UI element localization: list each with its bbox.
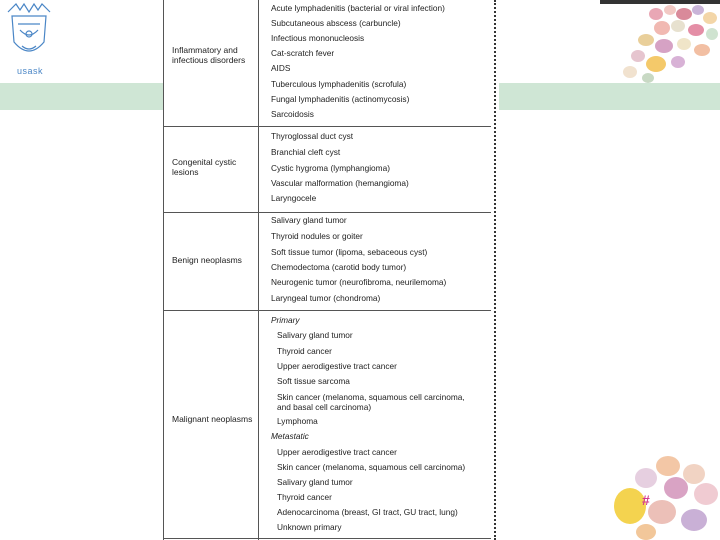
differential-diagnosis-table	[163, 0, 491, 540]
list-item: Thyroglossal duct cyst	[271, 131, 354, 141]
list-item: Cystic hygroma (lymphangioma)	[271, 163, 390, 173]
list-item: Sarcoidosis	[271, 109, 314, 119]
list-item: Subcutaneous abscess (carbuncle)	[271, 18, 401, 28]
candy-eggs-image-top	[600, 0, 720, 84]
list-item: Thyroid cancer	[277, 346, 332, 356]
list-item: Laryngocele	[271, 193, 317, 203]
list-item: Thyroid nodules or goiter	[271, 231, 363, 241]
list-item: Salivary gland tumor	[277, 477, 353, 487]
subheading-metastatic: Metastatic	[271, 431, 309, 441]
table-row-malignant	[164, 310, 491, 539]
list-item: Acute lymphadenitis (bacterial or viral infection)	[271, 3, 445, 13]
list-item: Adenocarcinoma (breast, GI tract, GU tract, lung)	[277, 507, 458, 517]
category-label: Inflammatory and infectious disorders	[172, 45, 246, 65]
list-item: Chemodectoma (carotid body tumor)	[271, 262, 407, 272]
list-item: Cat-scratch fever	[271, 48, 335, 58]
header-band-left	[0, 83, 163, 110]
category-label: Benign neoplasms	[172, 255, 242, 265]
list-item: Lymphoma	[277, 416, 318, 426]
list-item: Thyroid cancer	[277, 492, 332, 502]
subheading-primary: Primary	[271, 315, 300, 325]
dotted-divider	[494, 0, 496, 540]
list-item: Salivary gland tumor	[271, 215, 347, 225]
list-item: Vascular malformation (hemangioma)	[271, 178, 409, 188]
list-item: Branchial cleft cyst	[271, 147, 341, 157]
header-band-right	[499, 83, 720, 110]
list-item: Upper aerodigestive tract cancer	[277, 447, 397, 457]
list-item: AIDS	[271, 63, 291, 73]
slide-number: #	[642, 492, 650, 508]
list-item: Skin cancer (melanoma, squamous cell carcinoma, and basal cell carcinoma)	[277, 392, 465, 412]
list-item: Skin cancer (melanoma, squamous cell carcinoma)	[277, 462, 466, 472]
list-item: Upper aerodigestive tract cancer	[277, 361, 397, 371]
list-item: Laryngeal tumor (chondroma)	[271, 293, 381, 303]
list-item: Soft tissue tumor (lipoma, sebaceous cyst)	[271, 247, 428, 257]
category-label: Congenital cystic lesions	[172, 157, 237, 177]
table-row-inflammatory	[164, 0, 491, 127]
table-row-congenital	[164, 126, 491, 213]
list-item: Salivary gland tumor	[277, 330, 353, 340]
category-label: Malignant neoplasms	[172, 414, 253, 424]
list-item: Unknown primary	[277, 522, 342, 532]
list-item: Tuberculous lymphadenitis (scrofula)	[271, 79, 407, 89]
list-item: Fungal lymphadenitis (actinomycosis)	[271, 94, 410, 104]
list-item: Infectious mononucleosis	[271, 33, 365, 43]
candy-eggs-image-bottom	[608, 448, 720, 540]
table-row-benign	[164, 212, 491, 311]
logo-text: usask	[16, 66, 43, 76]
list-item: Soft tissue sarcoma	[277, 376, 350, 386]
list-item: Neurogenic tumor (neurofibroma, neurilemoma)	[271, 277, 447, 287]
